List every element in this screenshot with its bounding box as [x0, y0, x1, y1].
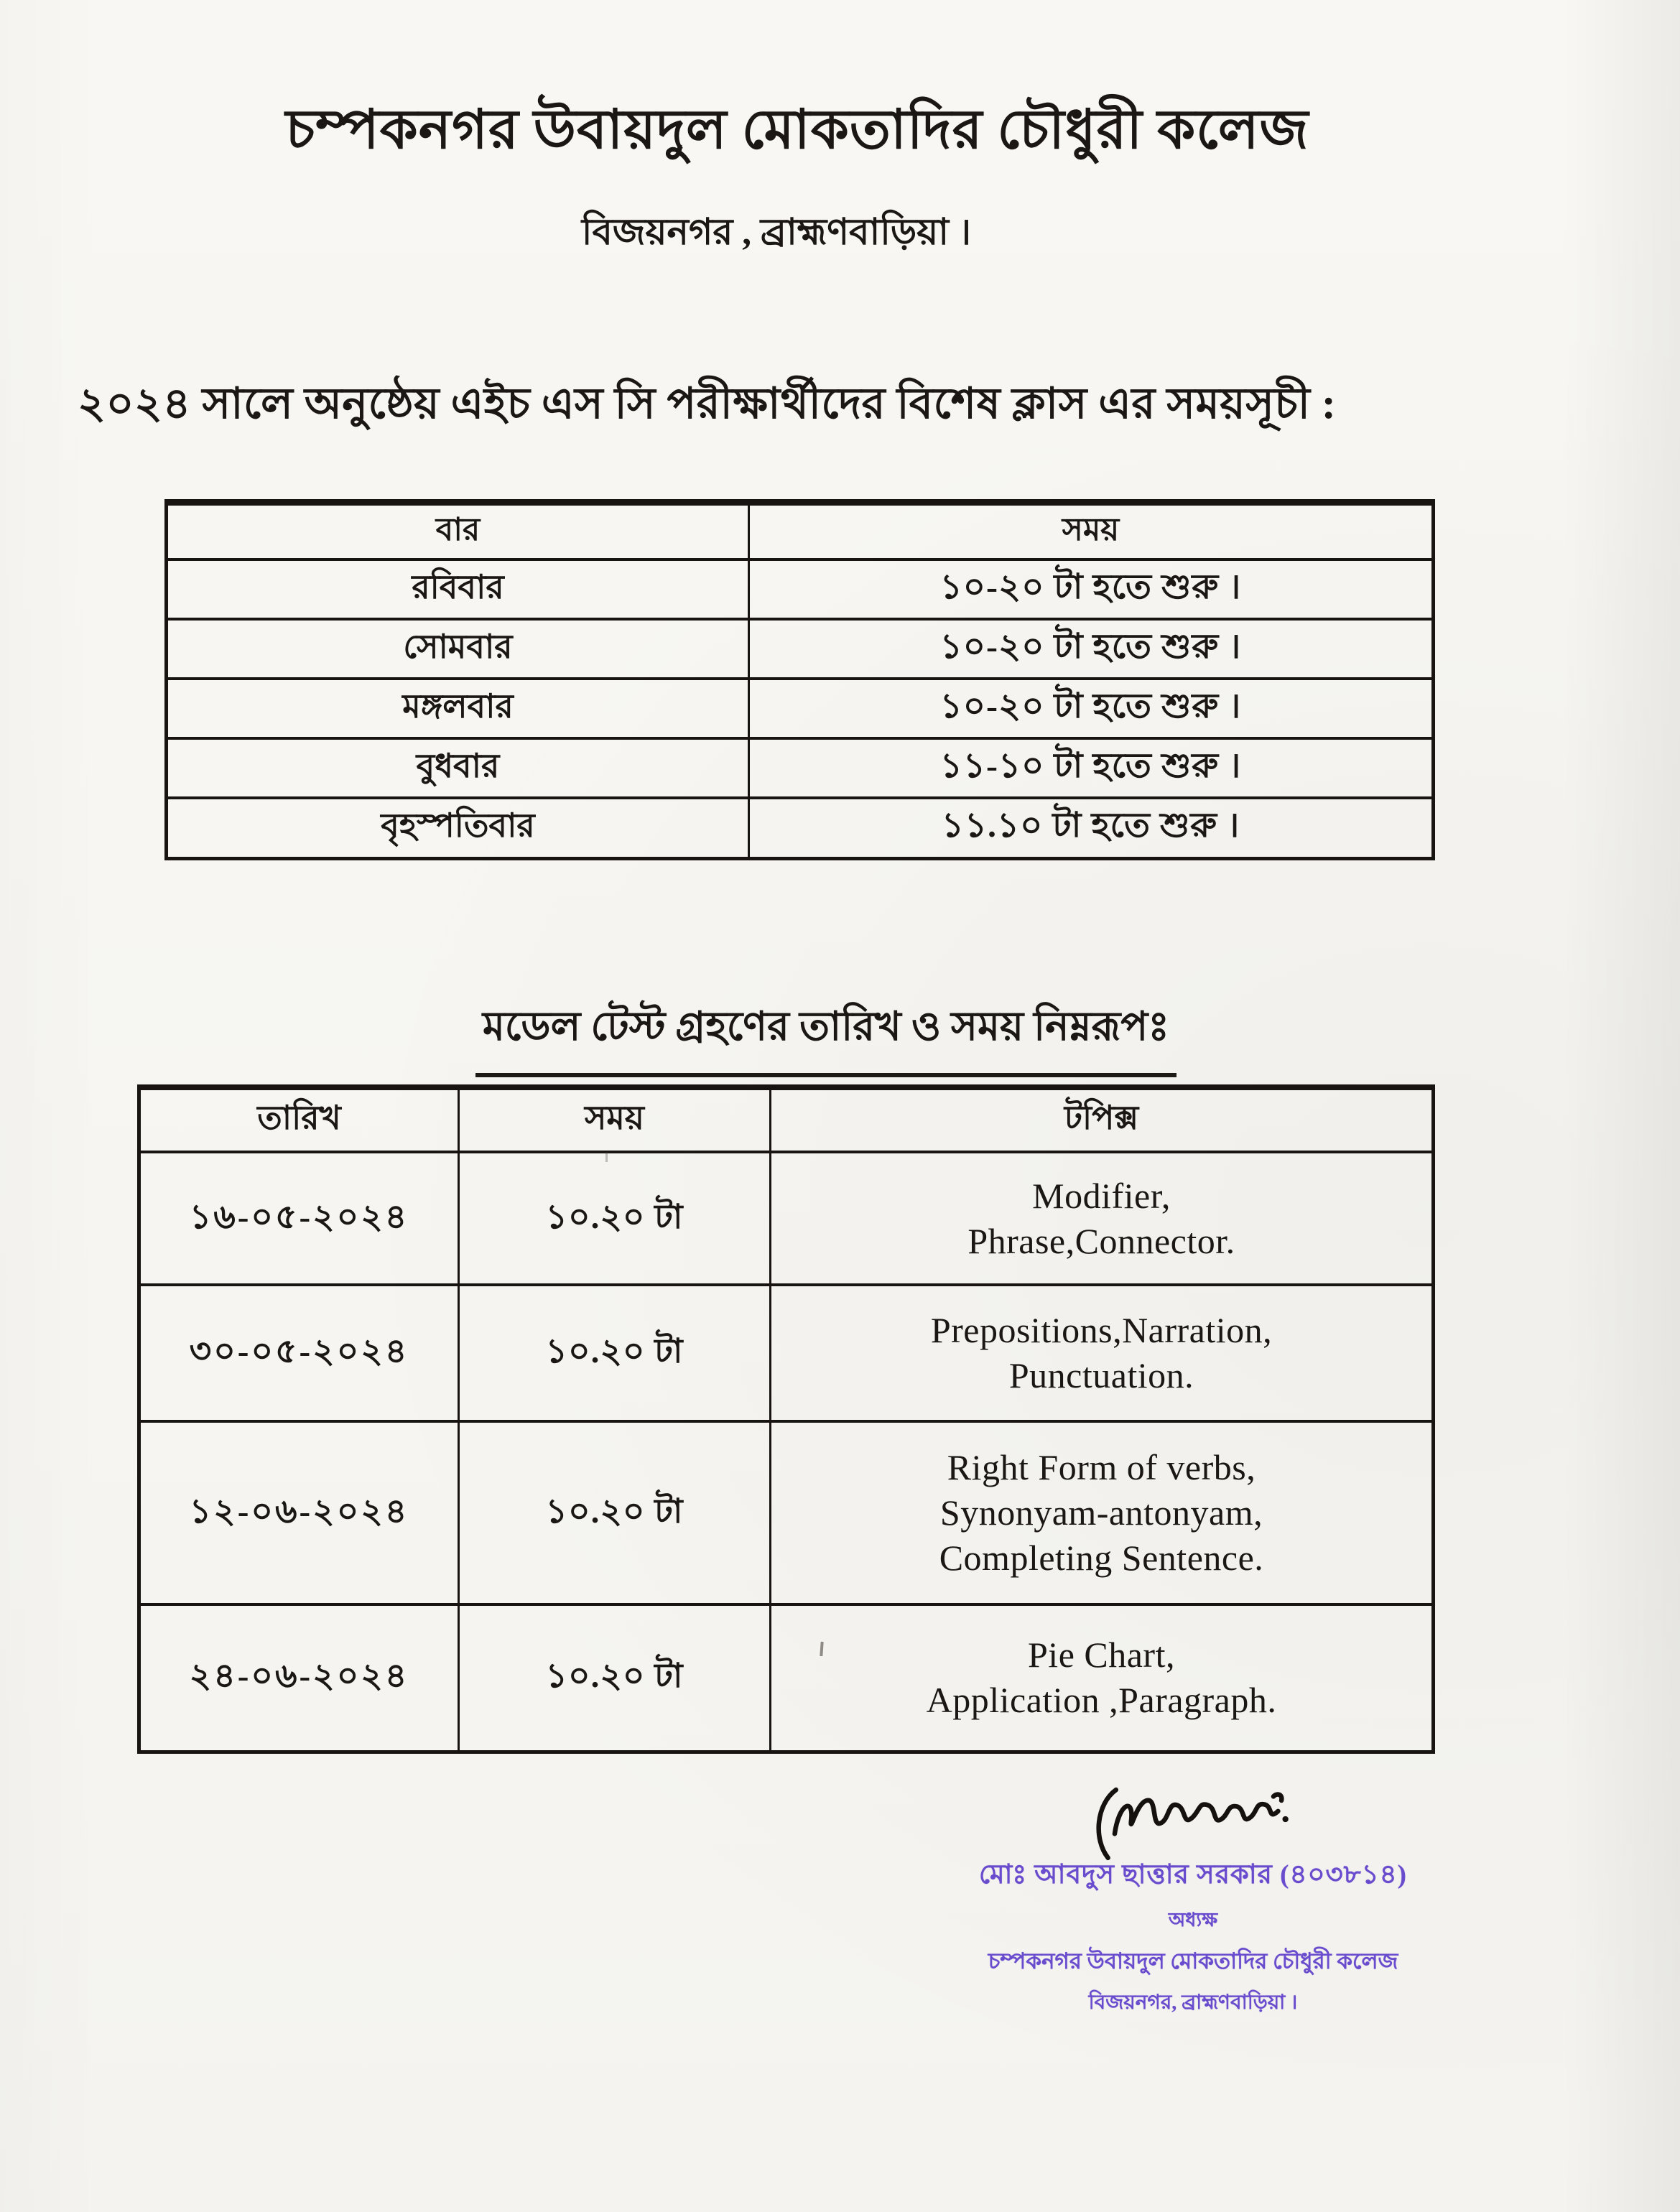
- topic-line: Pie Chart,: [1028, 1635, 1175, 1676]
- model-test-heading: মডেল টেস্ট গ্রহণের তারিখ ও সময় নিম্নরূপঃ: [475, 995, 1177, 1077]
- time-cell: ১০-২০ টা হতে শুরু ।: [749, 559, 1434, 619]
- table-header-row: [139, 1087, 1434, 1152]
- time-cell: ১০-২০ টা হতে শুরু ।: [749, 679, 1434, 738]
- table-row: [139, 1152, 1434, 1285]
- topic-line: Application ,Paragraph.: [926, 1680, 1277, 1721]
- model-test-heading-wrap: [0, 995, 1652, 1077]
- topic-line: Phrase,Connector.: [967, 1220, 1235, 1261]
- topic-line: Punctuation.: [1008, 1355, 1194, 1395]
- table-row: [167, 738, 1434, 798]
- time-cell: ১০-২০ টা হতে শুরু ।: [749, 619, 1434, 679]
- topic-line: Completing Sentence.: [939, 1538, 1264, 1578]
- topic-line: Prepositions,Narration,: [930, 1310, 1273, 1350]
- day-cell: মঙ্গলবার: [167, 679, 749, 738]
- class-schedule-heading: ২০২৪ সালে অনুষ্ঠেয় এইচ এস সি পরীক্ষার্থীদের বিশেষ ক্লাস এর সময়সূচী :: [78, 380, 1337, 427]
- topics-cell: [771, 1604, 1434, 1752]
- table-row: [167, 619, 1434, 679]
- table-row: [167, 559, 1434, 619]
- date-cell: ২৪-০৬-২০২৪: [139, 1604, 459, 1752]
- time-cell: ১০.২০ টা: [459, 1604, 771, 1752]
- topic-line: Modifier,: [1032, 1175, 1171, 1216]
- table-header-row: [167, 503, 1434, 560]
- table-row: [167, 798, 1434, 858]
- table-row: [139, 1604, 1434, 1752]
- signature: [1081, 1772, 1296, 1866]
- time-cell: ১০.২০ টা: [459, 1285, 771, 1421]
- day-cell: বৃহস্পতিবার: [167, 798, 749, 858]
- table-row: [139, 1285, 1434, 1421]
- day-cell: সোমবার: [167, 619, 749, 679]
- topics-cell: [771, 1421, 1434, 1604]
- stamp-signer-name: মোঃ আবদুস ছাত্তার সরকার (৪০৩৮১৪): [979, 1860, 1407, 1890]
- time-column-header: সময়: [749, 503, 1434, 560]
- date-cell: ৩০-০৫-২০২৪: [139, 1285, 459, 1421]
- day-cell: বুধবার: [167, 738, 749, 798]
- time-cell: ১০.২০ টা: [459, 1152, 771, 1285]
- date-column-header: তারিখ: [139, 1087, 459, 1152]
- table-row: [139, 1421, 1434, 1604]
- topics-cell: [771, 1285, 1434, 1421]
- scan-speck: [605, 1152, 608, 1162]
- time-cell: ১১-১০ টা হতে শুরু ।: [749, 738, 1434, 798]
- model-test-table: [137, 1084, 1435, 1754]
- topic-line: Right Form of verbs,: [947, 1447, 1256, 1487]
- stamp-college-name: চম্পকনগর উবায়দুল মোকতাদির চৌধুরী কলেজ: [988, 1948, 1398, 1974]
- date-cell: ১৬-০৫-২০২৪: [139, 1152, 459, 1285]
- time-cell: ১০.২০ টা: [459, 1421, 771, 1604]
- topics-column-header: টপিক্স: [771, 1087, 1434, 1152]
- day-cell: রবিবার: [167, 559, 749, 619]
- stamp-designation: অধ্যক্ষ: [1168, 1909, 1218, 1930]
- day-column-header: বার: [167, 503, 749, 560]
- college-address: বিজয়নগর , ব্রাহ্মণবাড়িয়া ।: [581, 213, 972, 253]
- date-cell: ১২-০৬-২০২৪: [139, 1421, 459, 1604]
- stamp-college-address: বিজয়নগর, ব্রাহ্মণবাড়িয়া ।: [1088, 1992, 1298, 2014]
- time-column-header: সময়: [459, 1087, 771, 1152]
- table-row: [167, 679, 1434, 738]
- page-title: চম্পকনগর উবায়দুল মোকতাদির চৌধুরী কলেজ: [285, 100, 1309, 160]
- time-cell: ১১.১০ টা হতে শুরু ।: [749, 798, 1434, 858]
- topics-cell: [771, 1152, 1434, 1285]
- topic-line: Synonyam-antonyam,: [939, 1492, 1263, 1533]
- principal-stamp: [949, 1853, 1437, 2020]
- class-schedule-table: [164, 499, 1435, 860]
